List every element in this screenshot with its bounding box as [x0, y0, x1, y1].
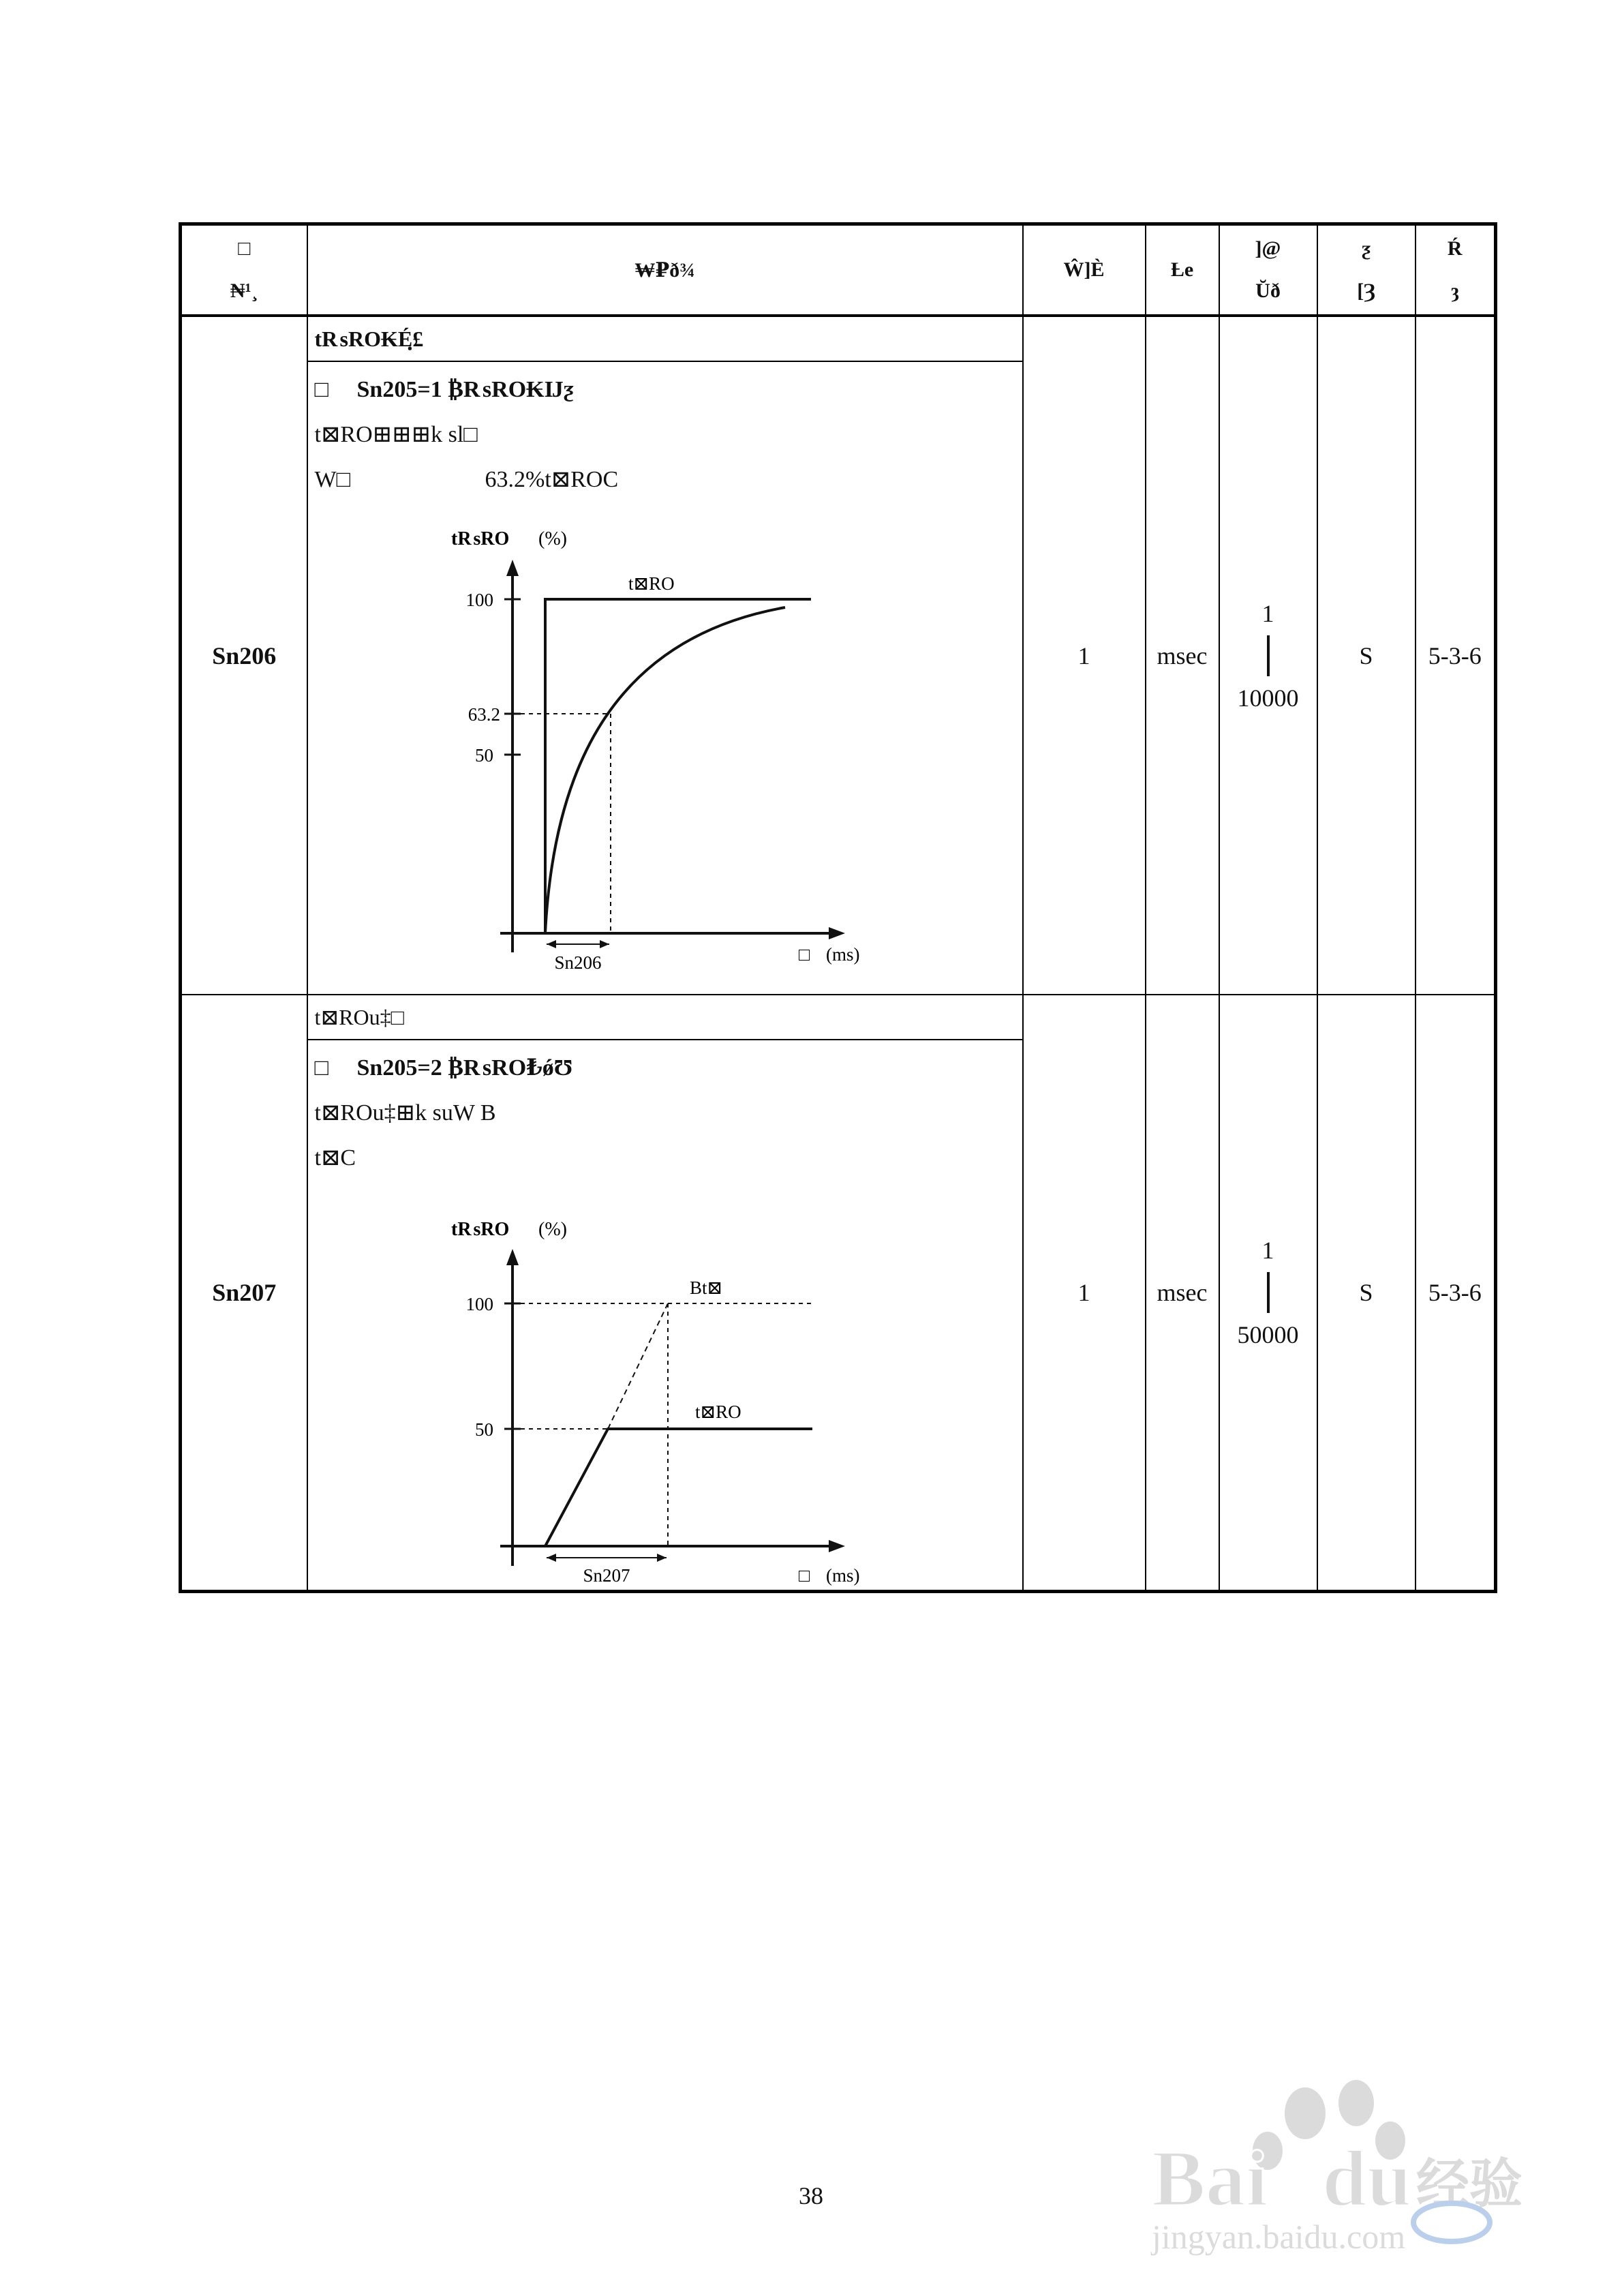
header-range: ]@ Ŭð [1219, 224, 1317, 316]
curve-label: t⊠RO [628, 573, 675, 594]
tick-label-63: 63.2 [468, 704, 500, 725]
xparam-label: Sn207 [582, 1565, 630, 1586]
table-row-sn206 [181, 316, 1496, 995]
param-title: t₨RO₭Éฺ£ [308, 317, 1022, 362]
default-value: 1 [1023, 995, 1146, 1592]
header-default: Ŵ]È [1023, 224, 1146, 316]
step-input [545, 599, 811, 933]
x-unit: (ms) [825, 944, 859, 965]
section-ref: 5-3-6 [1416, 316, 1496, 995]
table-header-row [181, 224, 1496, 316]
x-unit: (ms) [825, 1565, 859, 1586]
desc-line-1: □ Sn205=1 ₿₨RO₭Ĳƺ [314, 377, 574, 402]
dashed-ramp [608, 1303, 668, 1429]
ramp-diagram-sn207 [308, 1181, 1017, 1590]
param-description-cell [307, 995, 1023, 1592]
desc-line-3: W□ 63.2%t⊠ROC [314, 467, 619, 492]
desc-line-3: t⊠C [314, 1145, 356, 1170]
parameter-table [179, 222, 1497, 1593]
default-value: 1 [1023, 316, 1146, 995]
section-ref: 5-3-6 [1416, 995, 1496, 1592]
desc-line-2: t⊠RO⊞⊞⊞k sl□ [314, 422, 478, 447]
table-row-sn207 [181, 995, 1496, 1592]
param-description-cell [307, 316, 1023, 995]
xparam-label: Sn206 [553, 952, 602, 973]
param-description [308, 362, 1022, 502]
watermark-url: jingyan.baidu.com [1152, 2218, 1406, 2256]
diagram-yunit: (%) [538, 1219, 567, 1240]
range-value: 1 50000 [1219, 995, 1317, 1592]
curve-label: t⊠RO [694, 1402, 741, 1422]
header-name-function: ₩₽ð¾ [307, 224, 1023, 316]
unit-value: msec [1146, 316, 1219, 995]
unit-value: msec [1146, 995, 1219, 1592]
baidu-jingyan-watermark [1131, 2066, 1540, 2256]
response-curve-diagram-sn206 [308, 502, 1017, 980]
x-symbol: □ [798, 1565, 810, 1586]
x-axis-arrow [829, 927, 845, 939]
page-number: 38 [799, 2182, 823, 2209]
watermark-brand-du: du [1322, 2134, 1412, 2223]
tick-label-100: 100 [465, 1294, 493, 1314]
tick-label-100: 100 [465, 590, 493, 610]
desc-line-1: □ Sn205=2 ₿₨RO₺ǿƱ [314, 1055, 573, 1081]
diagram-ylabel: t₨RO [450, 1219, 509, 1240]
effect-value: S [1317, 316, 1416, 995]
dashed-label: Bt⊠ [689, 1278, 722, 1298]
desc-line-2: t⊠ROu‡⊞k suW B [314, 1100, 496, 1126]
param-title: t⊠ROu‡□ [308, 995, 1022, 1040]
effect-value: S [1317, 995, 1416, 1592]
ramp-output [545, 1429, 812, 1546]
range-value: 1 10000 [1219, 316, 1317, 995]
response-curve [545, 607, 785, 933]
watermark-brand: Bai [1152, 2134, 1268, 2223]
header-effect: ƺ [Ȝ [1317, 224, 1416, 316]
x-axis-arrow [829, 1540, 845, 1552]
header-unit: Ƚe [1146, 224, 1219, 316]
x-symbol: □ [798, 944, 810, 965]
tick-label-50: 50 [474, 1419, 493, 1440]
diagram-ylabel: t₨RO [450, 528, 509, 549]
header-param-no: □ ₦¹¸ [181, 224, 307, 316]
diagram-yunit: (%) [538, 528, 567, 549]
watermark-suffix: 经验 [1416, 2154, 1523, 2214]
header-section: Ŕ ȝ [1416, 224, 1496, 316]
param-description [308, 1040, 1022, 1181]
y-axis-arrow [506, 560, 519, 576]
param-code: Sn207 [181, 995, 307, 1592]
tick-label-50: 50 [474, 745, 493, 766]
param-code: Sn206 [181, 316, 307, 995]
y-axis-arrow [506, 1249, 519, 1265]
